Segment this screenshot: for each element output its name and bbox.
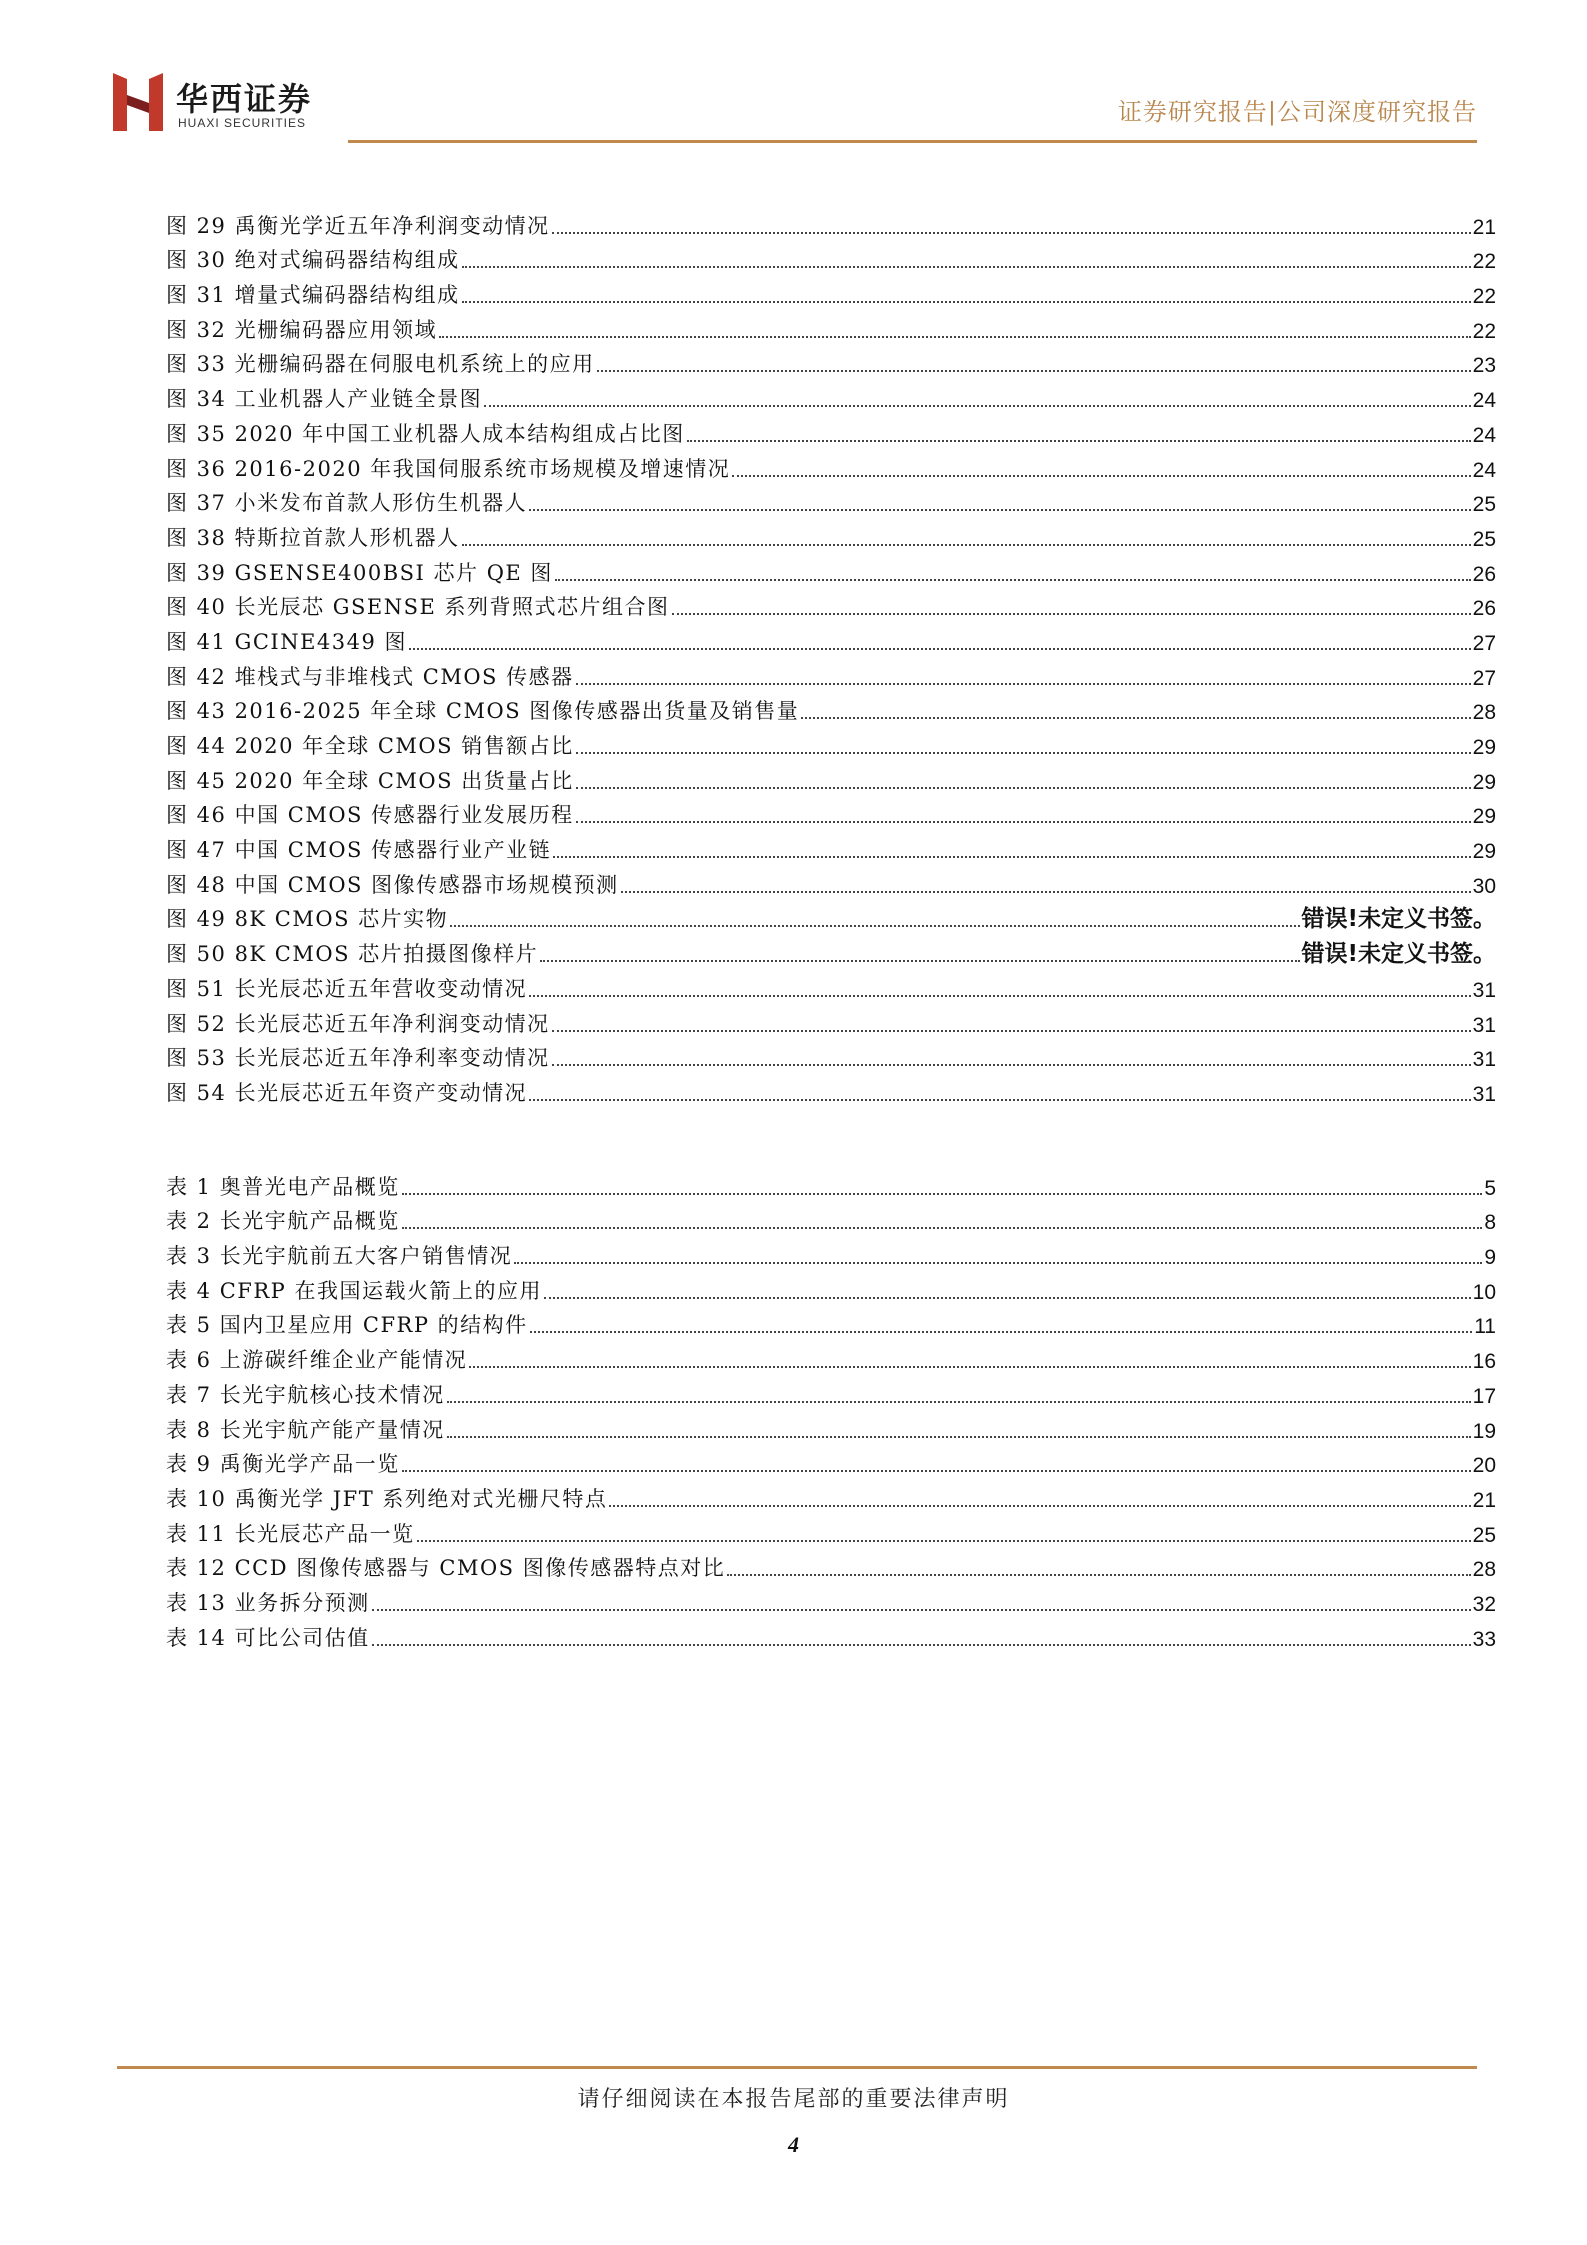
figure-entry[interactable] [166,1072,1496,1107]
figure-entry[interactable] [166,725,1496,760]
dot-leader [417,1540,1471,1542]
figure-entry-title: 图 47 中国 CMOS 传感器行业产业链 [166,838,552,863]
table-entry-title: 表 1 奥普光电产品概览 [166,1174,400,1199]
dot-leader [409,648,1471,650]
figure-entry-title: 图 43 2016-2025 年全球 CMOS 图像传感器出货量及销售量 [166,699,800,724]
figure-index [166,205,1496,1107]
page-header [0,0,1587,150]
figure-entry[interactable] [166,829,1496,864]
figure-entry[interactable] [166,1038,1496,1073]
table-entry-title: 表 9 禹衡光学产品一览 [166,1452,400,1477]
figure-entry[interactable] [166,309,1496,344]
figure-entry[interactable] [166,968,1496,1003]
figure-entry-page: 31 [1472,1048,1496,1072]
footer-divider [117,2066,1477,2069]
figure-entry-page: 22 [1472,285,1496,309]
figure-entry[interactable] [166,240,1496,275]
dot-leader [609,1505,1470,1507]
figure-entry-title: 图 40 长光辰芯 GSENSE 系列背照式芯片组合图 [166,595,670,620]
figure-entry-title: 图 42 堆栈式与非堆栈式 CMOS 传感器 [166,664,574,689]
figure-entry-title: 图 41 GCINE4349 图 [166,629,408,654]
table-entry[interactable] [166,1444,1496,1479]
dot-leader [372,1644,1471,1646]
dot-leader [447,1436,1471,1438]
dot-leader [672,613,1471,615]
figure-entry[interactable] [166,378,1496,413]
figure-entry-title: 图 32 光栅编码器应用领域 [166,317,438,342]
dot-leader [621,891,1471,893]
figure-entry-page: 22 [1472,319,1496,343]
dot-leader [402,1227,1483,1229]
figure-entry-page: 25 [1472,527,1496,551]
dot-leader [576,683,1471,685]
figure-entry-title: 图 49 8K CMOS 芯片实物 [166,907,449,932]
figure-entry[interactable] [166,413,1496,448]
dot-leader [484,405,1471,407]
table-index [166,1166,1496,1652]
figure-entry[interactable] [166,274,1496,309]
figure-entry-title: 图 48 中国 CMOS 图像传感器市场规模预测 [166,872,619,897]
brand-name-cn: 华西证券 [176,80,313,118]
figure-entry-page: 24 [1472,389,1496,413]
dot-leader [576,821,1471,823]
table-entry-title: 表 13 业务拆分预测 [166,1590,370,1615]
figure-entry[interactable] [166,205,1496,240]
figure-entry-title: 图 46 中国 CMOS 传感器行业发展历程 [166,803,574,828]
figure-entry-page: 31 [1472,1082,1496,1106]
figure-entry-page: 29 [1472,840,1496,864]
figure-entry-page: 27 [1472,631,1496,655]
table-entry-page: 25 [1472,1523,1496,1547]
figure-entry-page: 29 [1472,770,1496,794]
table-entry-page: 33 [1472,1627,1496,1651]
huaxi-logo-icon [113,73,163,131]
dot-leader [402,1470,1471,1472]
figure-entry-title: 图 31 增量式编码器结构组成 [166,283,460,308]
dot-leader [540,960,1299,962]
figure-entry-page: 31 [1472,1013,1496,1037]
figure-entry[interactable] [166,691,1496,726]
table-entry[interactable] [166,1478,1496,1513]
table-entry-page: 21 [1472,1488,1496,1512]
dot-leader [529,509,1471,511]
dot-leader [462,301,1471,303]
figure-entry-page: 31 [1472,978,1496,1002]
figure-entry-title: 图 35 2020 年中国工业机器人成本结构组成占比图 [166,421,685,446]
figure-entry[interactable] [166,795,1496,830]
figure-entry-title: 图 52 长光辰芯近五年净利润变动情况 [166,1011,550,1036]
dot-leader [372,1609,1471,1611]
figure-entry[interactable] [166,899,1496,934]
table-entry-title: 表 7 长光宇航核心技术情况 [166,1382,445,1407]
dot-leader [529,1099,1471,1101]
header-divider [348,140,1477,143]
table-entry-title: 表 2 长光宇航产品概览 [166,1209,400,1234]
figure-entry[interactable] [166,552,1496,587]
table-entry-title: 表 5 国内卫星应用 CFRP 的结构件 [166,1313,528,1338]
figure-entry-page: 21 [1472,215,1496,239]
figure-entry-page: 29 [1472,805,1496,829]
table-entry-page: 20 [1472,1454,1496,1478]
table-entry-title: 表 3 长光宇航前五大客户销售情况 [166,1244,513,1269]
figure-entry[interactable] [166,864,1496,899]
dot-leader [597,370,1471,372]
dot-leader [462,266,1471,268]
figure-entry[interactable] [166,587,1496,622]
dot-leader [530,1331,1473,1333]
table-entry-page: 17 [1472,1384,1496,1408]
table-entry[interactable] [166,1513,1496,1548]
table-entry-title: 表 10 禹衡光学 JFT 系列绝对式光栅尺特点 [166,1486,608,1511]
table-entry-title: 表 6 上游碳纤维企业产能情况 [166,1348,468,1373]
figure-entry-page: 23 [1472,354,1496,378]
dot-leader [552,1064,1471,1066]
page-number: 4 [788,2132,799,2157]
figure-entry-page: 27 [1472,666,1496,690]
figure-entry-page: 错误!未定义书签。 [1301,941,1496,968]
figure-entry-title: 图 44 2020 年全球 CMOS 销售额占比 [166,734,574,758]
figure-entry-title: 图 53 长光辰芯近五年净利率变动情况 [166,1046,550,1071]
figure-entry[interactable] [166,344,1496,379]
table-entry-page: 10 [1472,1280,1496,1304]
report-type: 证券研究报告|公司深度研究报告 [1117,98,1477,126]
dot-leader [544,1297,1471,1299]
figure-entry[interactable] [166,448,1496,483]
table-entry[interactable] [166,1582,1496,1617]
figure-entry[interactable] [166,621,1496,656]
table-entry-page: 11 [1474,1315,1496,1339]
dot-leader [514,1262,1482,1264]
table-entry-page: 32 [1472,1592,1496,1616]
figure-entry[interactable] [166,933,1496,968]
table-entry[interactable] [166,1270,1496,1305]
figure-entry-title: 图 51 长光辰芯近五年营收变动情况 [166,976,528,1001]
figure-entry-title: 图 38 特斯拉首款人形机器人 [166,525,460,550]
table-entry[interactable] [166,1409,1496,1444]
table-entry[interactable] [166,1166,1496,1201]
table-entry[interactable] [166,1548,1496,1583]
figure-entry-page: 26 [1472,597,1496,621]
figure-entry-title: 图 37 小米发布首款人形仿生机器人 [166,491,528,516]
figure-entry-page: 25 [1472,493,1496,517]
figure-entry-title: 图 50 8K CMOS 芯片拍摄图像样片 [166,942,539,967]
figure-entry-title: 图 39 GSENSE400BSI 芯片 QE 图 [166,560,553,585]
table-entry-page: 28 [1472,1558,1496,1582]
dot-leader [462,544,1471,546]
figure-entry-page: 24 [1472,423,1496,447]
table-entry-page: 5 [1484,1176,1496,1200]
figure-entry[interactable] [166,1003,1496,1038]
table-entry[interactable] [166,1201,1496,1236]
dot-leader [555,579,1471,581]
table-entry[interactable] [166,1305,1496,1340]
figure-entry-title: 图 45 2020 年全球 CMOS 出货量占比 [166,768,574,793]
table-entry-page: 16 [1472,1350,1496,1374]
table-entry[interactable] [166,1339,1496,1374]
dot-leader [801,717,1470,719]
figure-entry-page: 26 [1472,562,1496,586]
figure-entry-page: 22 [1472,250,1496,274]
figure-entry-title: 图 29 禹衡光学近五年净利润变动情况 [166,213,550,238]
dot-leader [447,1401,1471,1403]
dot-leader [727,1574,1470,1576]
table-entry-page: 19 [1472,1419,1496,1443]
figure-entry[interactable] [166,483,1496,518]
table-entry[interactable] [166,1374,1496,1409]
figure-entry-title: 图 33 光栅编码器在伺服电机系统上的应用 [166,352,595,377]
figure-entry-title: 图 34 工业机器人产业链全景图 [166,387,483,412]
figure-entry[interactable] [166,760,1496,795]
figure-entry-title: 图 54 长光辰芯近五年资产变动情况 [166,1080,528,1105]
dot-leader [469,1366,1470,1368]
dot-leader [439,336,1471,338]
figure-entry-page: 29 [1472,736,1496,759]
figure-entry-page: 24 [1472,458,1496,482]
table-entry-page: 9 [1484,1246,1496,1270]
dot-leader [450,925,1299,927]
legal-notice: 请仔细阅读在本报告尾部的重要法律声明 [577,2087,1010,2112]
figure-entry-title: 图 30 绝对式编码器结构组成 [166,248,460,273]
dot-leader [552,1030,1471,1032]
dot-leader [553,856,1471,858]
dot-leader [576,752,1471,754]
figure-entry-title: 图 36 2016-2020 年我国伺服系统市场规模及增速情况 [166,456,731,481]
figure-entry[interactable] [166,517,1496,552]
table-entry-title: 表 4 CFRP 在我国运载火箭上的应用 [166,1278,542,1303]
table-entry-title: 表 14 可比公司估值 [166,1625,370,1650]
figure-entry-page: 错误!未定义书签。 [1301,906,1496,933]
table-entry[interactable] [166,1617,1496,1652]
figure-entry-page: 30 [1472,874,1496,898]
table-entry-page: 8 [1484,1211,1496,1235]
figure-entry[interactable] [166,656,1496,691]
table-entry-title: 表 12 CCD 图像传感器与 CMOS 图像传感器特点对比 [166,1556,726,1581]
figure-entry-page: 28 [1472,701,1496,725]
table-entry[interactable] [166,1235,1496,1270]
table-entry-title: 表 8 长光宇航产能产量情况 [166,1417,445,1442]
dot-leader [529,995,1471,997]
dot-leader [687,440,1471,442]
dot-leader [402,1193,1483,1195]
dot-leader [576,787,1471,789]
dot-leader [732,475,1470,477]
table-entry-title: 表 11 长光辰芯产品一览 [166,1521,415,1546]
brand-name-en: HUAXI SECURITIES [178,116,307,130]
dot-leader [552,232,1471,234]
